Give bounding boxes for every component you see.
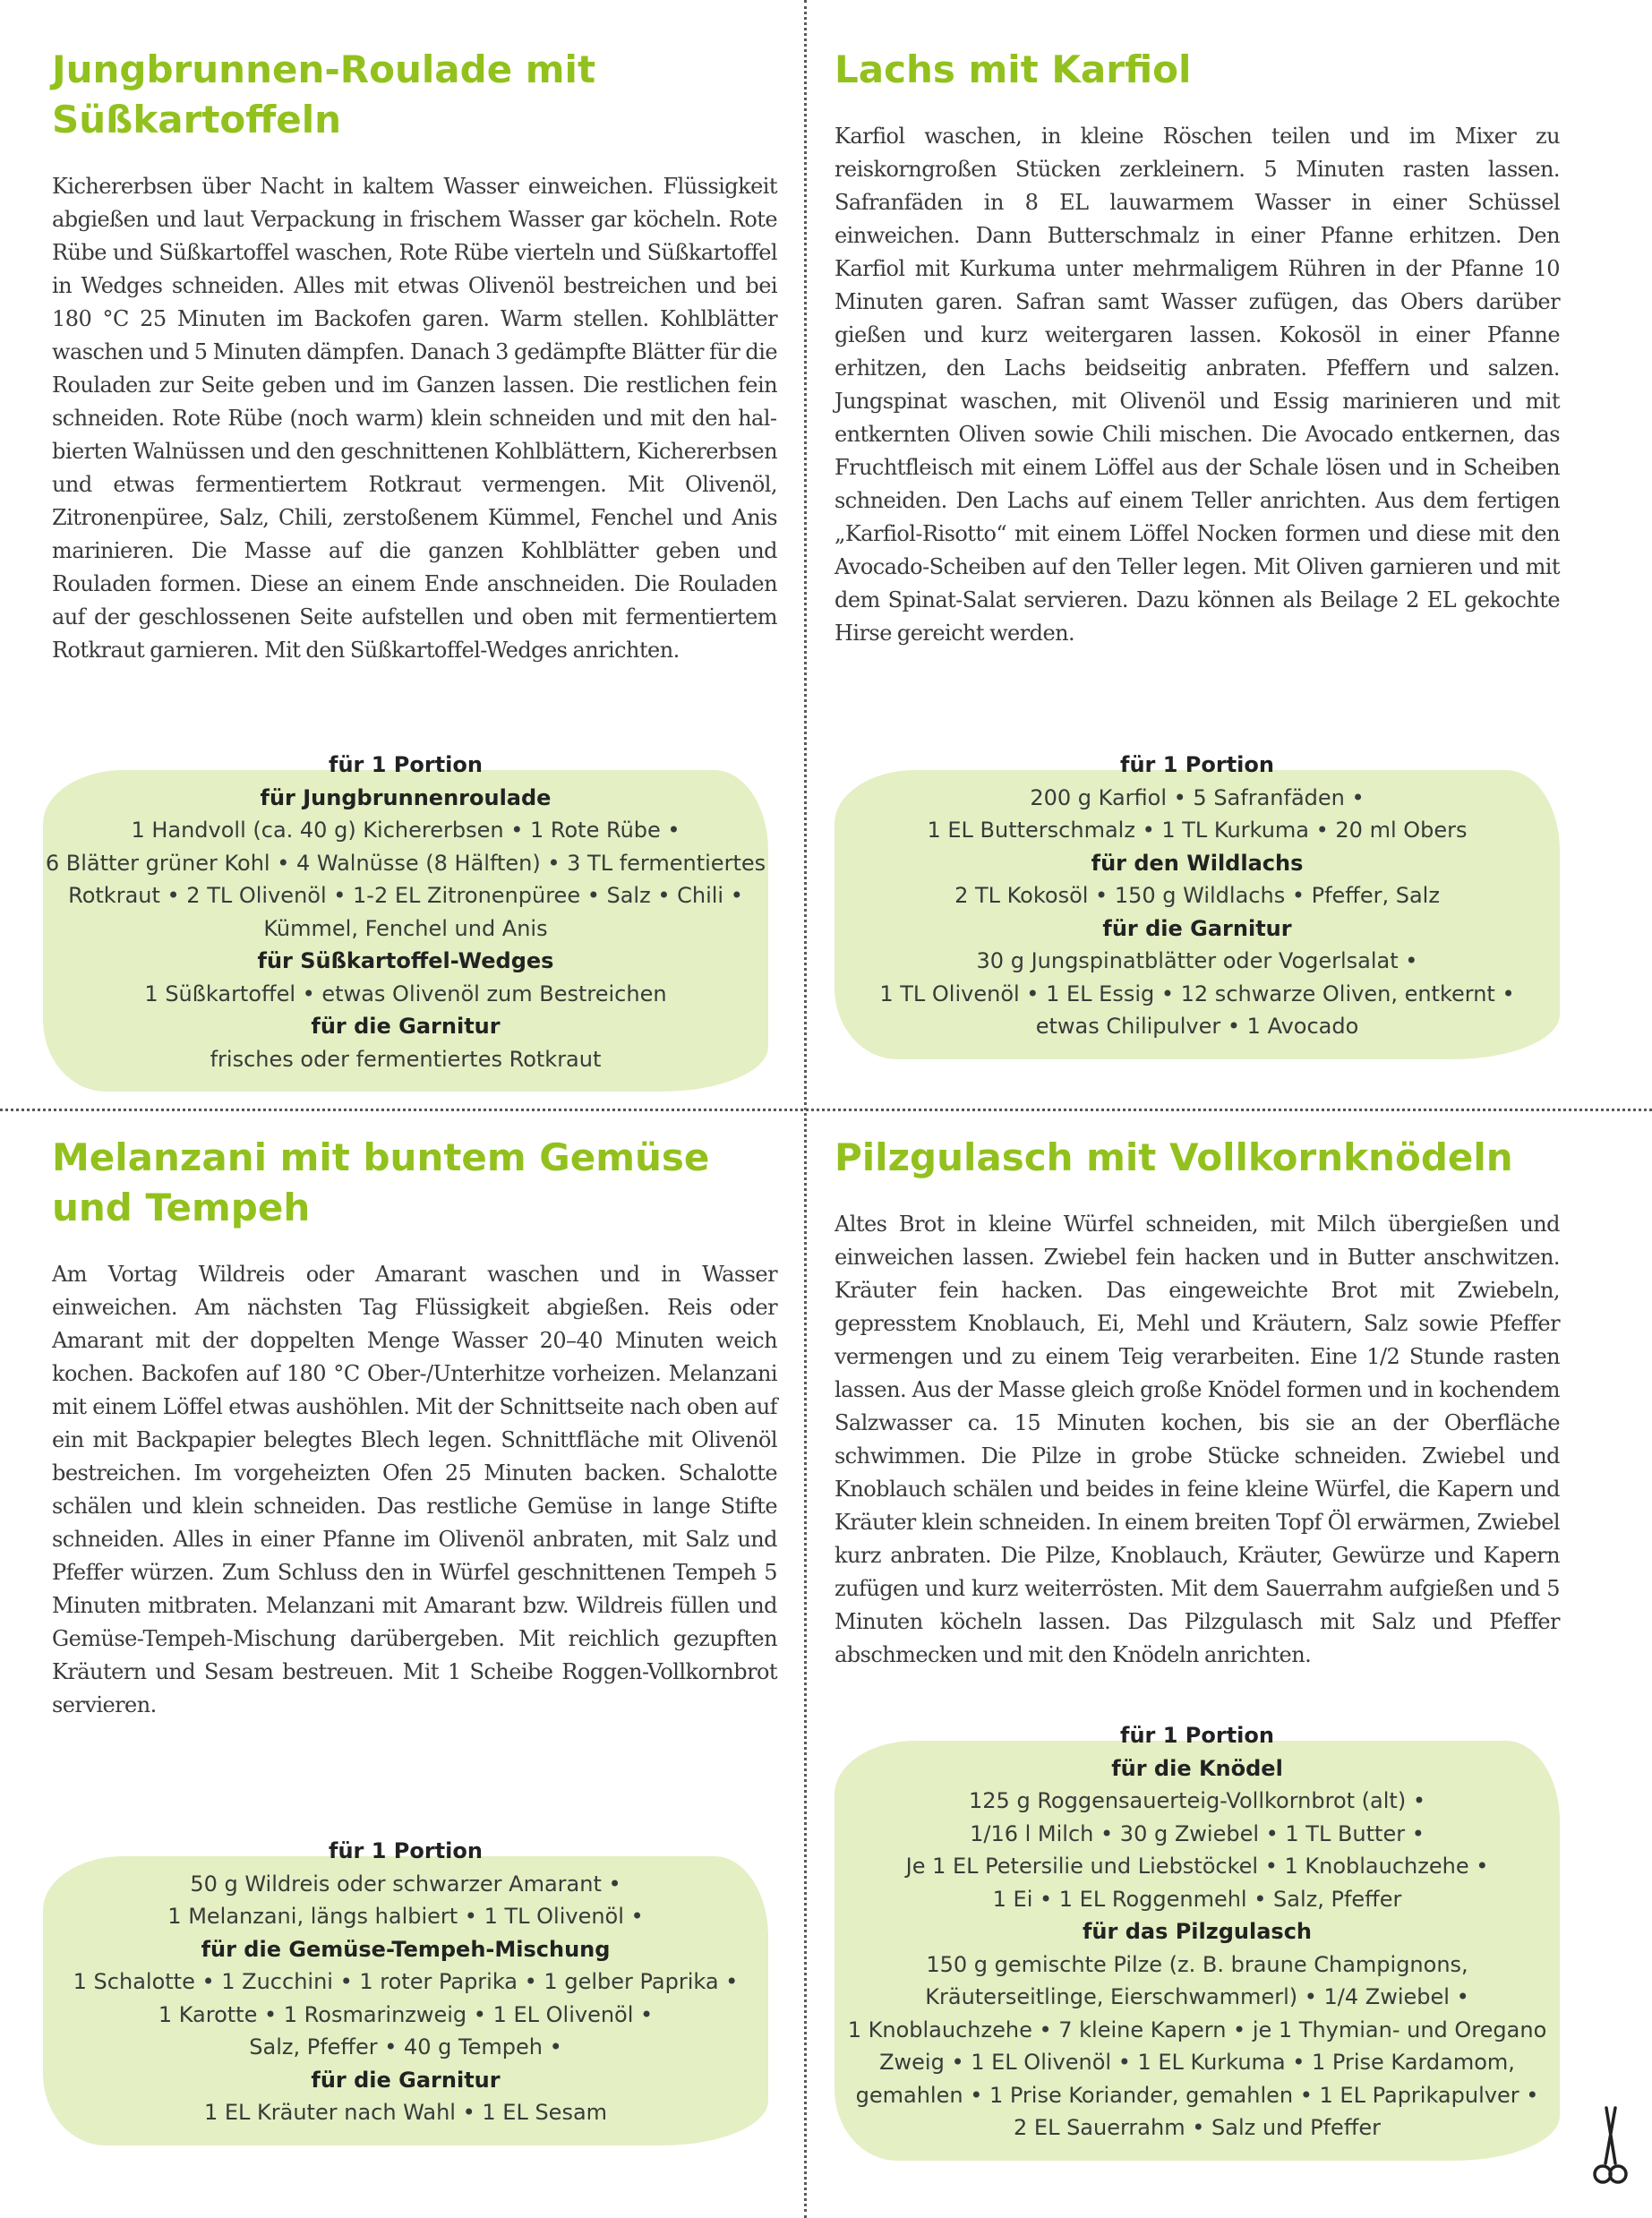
ingredient-line: Kräuterseitlinge, Eierschwammerl) • 1/4 Zwiebel • [925, 1984, 1469, 2009]
ingredient-heading: für 1 Portion [329, 752, 483, 777]
horizontal-cut-line [0, 1109, 1652, 1111]
ingredient-line: 1 Ei • 1 EL Roggenmehl • Salz, Pfeffer [992, 1886, 1402, 1912]
ingredient-line: 1/16 l Milch • 30 g Zwiebel • 1 TL Butter • [970, 1820, 1425, 1846]
ingredient-line: 30 g Jungspinatblätter oder Vogerlsalat • [976, 948, 1418, 973]
ingredient-heading: für das Pilzgulasch [1082, 1919, 1313, 1944]
ingredient-line: Je 1 EL Petersilie und Liebstöckel • 1 Knoblauchzehe • [905, 1854, 1489, 1879]
ingredient-lines [835, 749, 1560, 1043]
ingredient-heading: für die Gemüse-Tempeh-Mischung [201, 1936, 611, 1962]
ingredient-heading: für die Garnitur [311, 2067, 501, 2093]
recipe-card-melanzani [52, 1133, 777, 1722]
ingredient-box [835, 1719, 1560, 2145]
recipe-title: Lachs mit Karfiol [835, 47, 1192, 91]
ingredient-line: 1 Süßkartoffel • etwas Olivenöl zum Bestreichen [144, 981, 667, 1006]
ingredient-line: 200 g Karfiol • 5 Safranfäden • [1030, 784, 1365, 810]
ingredient-line: 2 EL Sauerrahm • Salz und Pfeffer [1014, 2115, 1381, 2140]
ingredient-heading: für die Garnitur [311, 1014, 501, 1039]
ingredient-line: Kümmel, Fenchel und Anis [263, 915, 548, 941]
ingredient-lines [43, 1835, 768, 2129]
ingredient-line: 50 g Wildreis oder schwarzer Amarant • [190, 1871, 621, 1897]
ingredient-line: 1 Handvoll (ca. 40 g) Kichererbsen • 1 Rote Rübe • [131, 818, 680, 843]
recipe-title: Jungbrunnen-Roulade mit Süßkartoffeln [52, 47, 596, 141]
ingredient-line: 1 Karotte • 1 Rosmarinzweig • 1 EL Olivenöl • [158, 2001, 654, 2027]
recipe-card-jungbrunnen [52, 45, 777, 667]
recipe-instructions: Karfiol waschen, in kleine Röschen teilen und im Mixer zu reiskorngroßen Stücken zerkleinern. 5 Minuten rasten lassen. Safranfäden in 8 EL lauwarmem Wasser in einer Schüssel einweichen. Dann Butterschmalz in einer Pfanne erhitzen. Den Karfiol mit Kurkuma unter mehrmaligem Rühren in der Pfanne 10 Minuten garen. Safran samt Wasser zufügen, das Obers darüber gießen und kurz weitergaren lassen. Kokosöl in einer Pfanne erhitzen, den Lachs beidseitig anbraten. Pfeffern und salzen. Jungspinat waschen, mit Olivenöl und Essig marinieren und mit entkernten Oliven sowie Chili mischen. Die Avocado entkernen, das Fruchtfleisch mit einem Löffel aus der Schale lösen und in Scheiben schneiden. Den Lachs auf einem Teller anrichten. Aus dem fertigen „Karfiol-Risotto“ mit einem Löffel Nocken formen und diese mit den Avocado-Scheiben auf den Teller legen. Mit Oliven garnieren und mit dem Spinat-Salat servieren. Dazu können als Beilage 2 EL gekochte Hirse gereicht werden. [835, 124, 1560, 646]
ingredient-box [43, 1835, 768, 2129]
ingredient-line: frisches oder fermentiertes Rotkraut [210, 1046, 602, 1072]
ingredient-heading: für 1 Portion [1120, 1723, 1274, 1748]
ingredient-line: gemahlen • 1 Prise Koriander, gemahlen • 1 EL Paprikapulver • [855, 2082, 1539, 2108]
recipe-card-pilzgulasch [835, 1133, 1560, 1672]
ingredient-heading: für 1 Portion [329, 1838, 483, 1863]
ingredient-heading: für die Garnitur [1102, 915, 1292, 941]
ingredient-line: 150 g gemischte Pilze (z. B. braune Champignons, [926, 1951, 1468, 1977]
recipe-instructions: Altes Brot in kleine Würfel schneiden, mit Milch übergießen und einweichen lassen. Zwiebel fein hacken und in Butter anschwitzen. Kräuter fein hacken. Das eingeweichte Brot mit Zwiebeln, gepresstem Knoblauch, Ei, Mehl und Kräutern, Salz sowie Pfeffer vermengen und zu einem Teig verarbeiten. Eine 1/2 Stunde rasten lassen. Aus der Masse gleich große Knödel formen und in kochendem Salzwasser ca. 15 Minuten kochen, bis sie an der Oberfläche schwimmen. Die Pilze in grobe Stücke schneiden. Zwiebel und Knoblauch schälen und beides in feine kleine Würfel, die Kapern und Kräuter klein schneiden. In einem breiten Topf Öl erwärmen, Zwiebel kurz anbraten. Die Pilze, Knoblauch, Kräuter, Gewürze und Kapern zufügen und kurz weiterrösten. Mit dem Sauerrahm aufgießen und 5 Minuten köcheln lassen. Das Pilzgulasch mit Salz und Pfeffer abschmecken und mit den Knödeln anrichten. [835, 1212, 1560, 1667]
ingredient-heading: für Süßkartoffel-Wedges [257, 948, 554, 973]
ingredient-box [835, 749, 1560, 1043]
ingredient-line: 1 Knoblauchzehe • 7 kleine Kapern • je 1 Thymian- und Oregano [847, 2017, 1547, 2042]
ingredient-line: 1 Schalotte • 1 Zucchini • 1 roter Paprika • 1 gelber Paprika • [73, 1969, 739, 1994]
scissors-icon [1592, 2104, 1628, 2194]
ingredient-line: Salz, Pfeffer • 40 g Tempeh • [249, 2034, 562, 2060]
ingredient-line: 2 TL Kokosöl • 150 g Wildlachs • Pfeffer, Salz [954, 883, 1440, 908]
ingredient-heading: für die Knödel [1111, 1755, 1283, 1781]
ingredient-heading: für den Wildlachs [1091, 850, 1304, 876]
ingredient-line: 1 EL Butterschmalz • 1 TL Kurkuma • 20 ml Obers [927, 818, 1468, 843]
ingredient-line: Rotkraut • 2 TL Olivenöl • 1-2 EL Zitronenpüree • Salz • Chili • [68, 883, 743, 908]
ingredient-line: 1 Melanzani, längs halbiert • 1 TL Olivenöl • [167, 1904, 644, 1929]
ingredient-line: Zweig • 1 EL Olivenöl • 1 EL Kurkuma • 1 Prise Kardamom, [879, 2050, 1515, 2075]
ingredient-line: 6 Blätter grüner Kohl • 4 Walnüsse (8 Hälften) • 3 TL fermentiertes [45, 850, 766, 876]
ingredient-lines [43, 749, 768, 1075]
ingredient-line: etwas Chilipulver • 1 Avocado [1035, 1014, 1359, 1039]
recipe-instructions: Kichererbsen über Nacht in kaltem Wasser einweichen. Flüssigkeit abgießen und laut Verpackung in frischem Wasser gar köcheln. Rote Rübe und Süßkartoffel waschen, Rote Rübe vierteln und Süßkartoffel in Wedges schneiden. Alles mit etwas Olivenöl bestreichen und bei 180 °C 25 Minuten im Backofen garen. Warm stellen. Kohlblätter waschen und 5 Minuten dämpfen. Danach 3 gedämpfte Blätter für die Rouladen zur Seite geben und im Ganzen lassen. Die restlichen fein schneiden. Rote Rübe (noch warm) klein schneiden und mit den halbierten Walnüssen und den geschnittenen Kohlblättern, Kichererbsen und etwas fermentiertem Rotkraut vermengen. Mit Olivenöl, Zitronenpüree, Salz, Chili, zerstoßenem Kümmel, Fenchel und Anis marinieren. Die Masse auf die ganzen Kohlblätter geben und Rouladen formen. Diese an einem Ende anschneiden. Die Rouladen auf der geschlossenen Seite aufstellen und oben mit fermentiertem Rotkraut garnieren. Mit den Süßkartoffel-Wedges anrichten. [52, 174, 777, 663]
ingredient-heading: für 1 Portion [1120, 752, 1274, 777]
ingredient-line: 1 EL Kräuter nach Wahl • 1 EL Sesam [203, 2100, 608, 2125]
ingredient-heading: für Jungbrunnenroulade [260, 784, 552, 810]
ingredient-line: 125 g Roggensauerteig-Vollkornbrot (alt) • [969, 1788, 1425, 1813]
recipe-card-lachs [835, 45, 1560, 650]
recipe-title: Melanzani mit buntem Gemüse und Tempeh [52, 1135, 710, 1229]
recipe-instructions: Am Vortag Wildreis oder Amarant waschen und in Wasser einweichen. Am nächsten Tag Flüssigkeit abgießen. Reis oder Amarant mit der doppelten Menge Wasser 20–40 Minuten weich kochen. Backofen auf 180 °C Ober-/Unterhitze vorheizen. Melanzani mit einem Löffel etwas aushöhlen. Mit der Schnittseite nach oben auf ein mit Backpapier belegtes Blech legen. Schnittfläche mit Olivenöl bestreichen. Im vorgeheizten Ofen 25 Minuten backen. Schalotte schälen und klein schneiden. Das restliche Gemüse in lange Stifte schneiden. Alles in einer Pfanne im Olivenöl anbraten, mit Salz und Pfeffer würzen. Zum Schluss den in Würfel geschnittenen Tempeh 5 Minuten mitbraten. Melanzani mit Amarant bzw. Wildreis füllen und Gemüse-Tempeh-Mischung darübergeben. Mit reichlich gezupften Kräutern und Sesam bestreuen. Mit 1 Scheibe Roggen-Vollkornbrot servieren. [52, 1262, 777, 1717]
recipe-title: Pilzgulasch mit Vollkornknödeln [835, 1135, 1513, 1179]
ingredient-box [43, 749, 768, 1075]
ingredient-lines [835, 1719, 1560, 2145]
ingredient-line: 1 TL Olivenöl • 1 EL Essig • 12 schwarze Oliven, entkernt • [879, 981, 1515, 1006]
